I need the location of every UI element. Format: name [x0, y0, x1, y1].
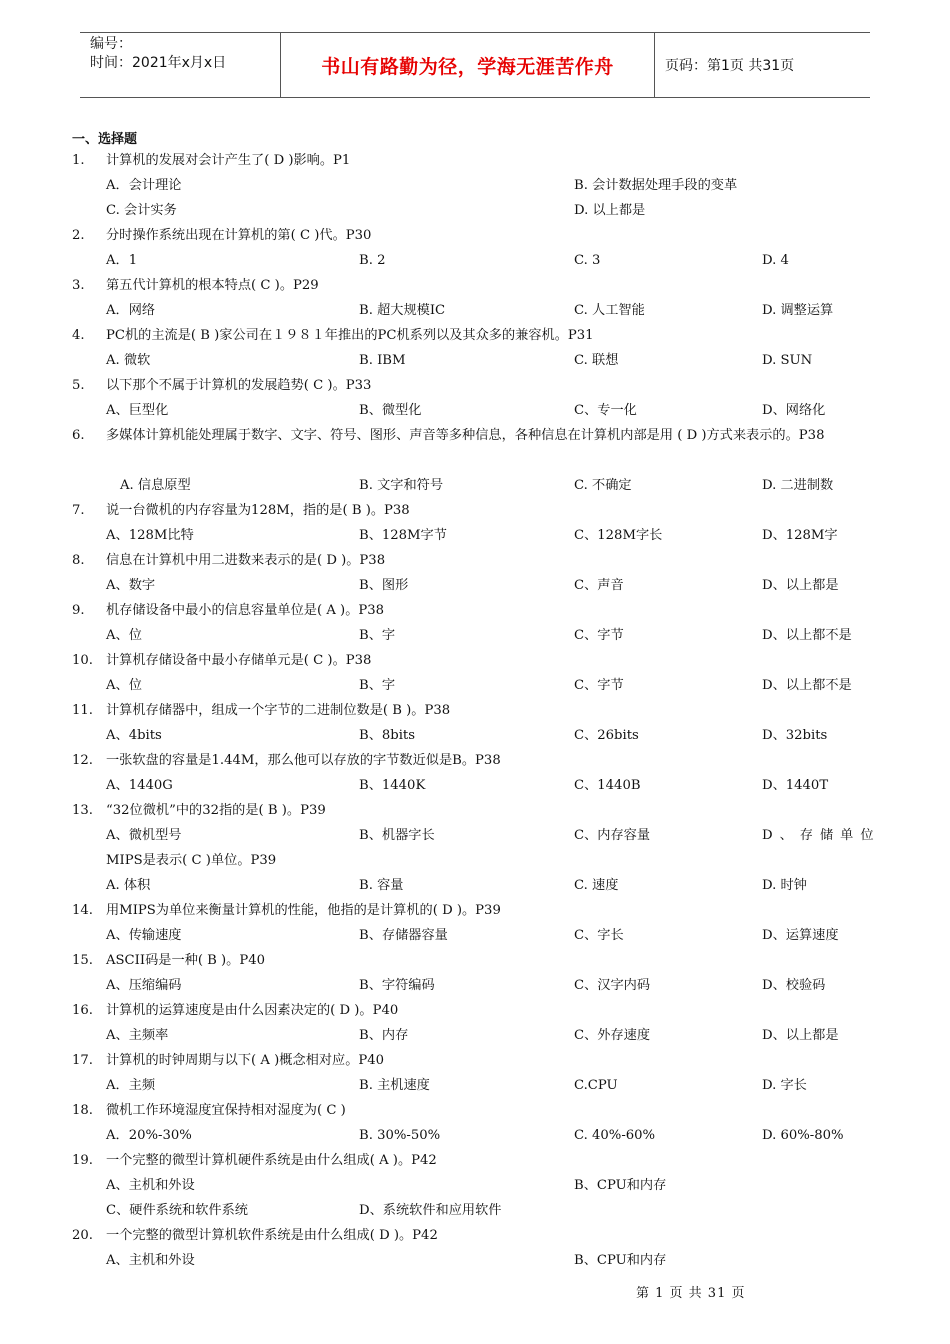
- options-line: [72, 573, 902, 598]
- option-a: A．1: [106, 253, 138, 268]
- option-d: D、1440T: [762, 778, 829, 793]
- question-line: [72, 1148, 902, 1173]
- option-b: B. 30%-50%: [359, 1128, 441, 1143]
- options-line: [72, 673, 902, 698]
- option-c: C、声音: [574, 578, 624, 593]
- options-line: [72, 473, 902, 498]
- options-line: [72, 1173, 902, 1198]
- option-d: D、以上都是: [762, 1028, 839, 1043]
- option-d: D. 字长: [762, 1078, 807, 1093]
- option-a: A、主频率: [106, 1028, 169, 1043]
- option-c: C、专一化: [574, 403, 637, 418]
- question-text: 第五代计算机的根本特点( C )。P29: [106, 278, 319, 293]
- options-line: [72, 723, 902, 748]
- question-text: 多媒体计算机能处理属于数字、文字、符号、图形、声音等多种信息，各种信息在计算机内部是用 ( D )方式来表示的。P38: [106, 428, 825, 443]
- option-d: D. 二进制数: [762, 478, 834, 493]
- question-number: 19.: [72, 1153, 93, 1168]
- options-line: [72, 173, 902, 198]
- question-number: 18.: [72, 1103, 93, 1118]
- options-line: [72, 773, 902, 798]
- option-a: A、128M比特: [106, 528, 194, 543]
- options-line: [72, 248, 902, 273]
- option-a: A．会计理论: [106, 178, 182, 193]
- option-a: A．网络: [106, 303, 156, 318]
- option-b: B、8bits: [359, 728, 415, 743]
- option-d: D. 时钟: [762, 878, 807, 893]
- option-c: C. 人工智能: [574, 303, 645, 318]
- option-d: D、32bits: [762, 728, 828, 743]
- header-motto-cell: [281, 33, 655, 97]
- option-c: C、128M字长: [574, 528, 663, 543]
- question-number: 10.: [72, 653, 93, 668]
- option-a: A、传输速度: [106, 928, 182, 943]
- question-text: 微机工作环境湿度宜保持相对湿度为( C ): [106, 1103, 346, 1118]
- option-d: D. SUN: [762, 353, 813, 368]
- question-text: 一个完整的微型计算机软件系统是由什么组成( D )。P42: [106, 1228, 438, 1243]
- number-label: 编号：: [90, 36, 132, 52]
- option-a: A、1440G: [106, 778, 173, 793]
- option-b: B. 主机速度: [359, 1078, 430, 1093]
- options-line: [72, 1123, 902, 1148]
- option-d: D、网络化: [762, 403, 826, 418]
- question-number: 3.: [72, 278, 85, 293]
- question-text: ASCII码是一种( B )。P40: [106, 953, 266, 968]
- option-b: B、存储器容量: [359, 928, 448, 943]
- page-header: [80, 32, 870, 98]
- option-a: A、位: [106, 678, 142, 693]
- question-number: 15.: [72, 953, 93, 968]
- options-line: [72, 1248, 902, 1273]
- question-text: 机存储设备中最小的信息容量单位是( A )。P38: [106, 603, 385, 618]
- question-text: 计算机存储设备中最小存储单元是( C )。P38: [106, 653, 372, 668]
- question-line: [72, 1098, 902, 1123]
- question-number: 8.: [72, 553, 85, 568]
- options-line: [72, 298, 902, 323]
- option-a: A、巨型化: [106, 403, 169, 418]
- options-line: [72, 1198, 902, 1223]
- section-title: 一、选择题: [72, 132, 138, 147]
- option-d: D、以上都不是: [762, 678, 852, 693]
- option-c: C. 不确定: [574, 478, 632, 493]
- question-line: [72, 898, 902, 923]
- option-b: B. 文字和符号: [359, 478, 444, 493]
- question-line: [72, 273, 902, 298]
- options-line: [72, 198, 902, 223]
- question-text: 说一台微机的内存容量为128M，指的是( B )。P38: [106, 503, 410, 518]
- question-number: 7.: [72, 503, 85, 518]
- option-b: B. IBM: [359, 353, 406, 368]
- question-line: [72, 548, 902, 573]
- motto-text: 书山有路勤为径，学海无涯苦作舟: [321, 55, 614, 78]
- question-line: [72, 323, 902, 348]
- options-line: [72, 923, 902, 948]
- option-d: D、系统软件和应用软件: [359, 1203, 502, 1218]
- options-line: [72, 1023, 902, 1048]
- option-a: A、微机型号: [106, 828, 182, 843]
- option-d: D、运算速度: [762, 928, 839, 943]
- question-line: [72, 498, 902, 523]
- question-line: [72, 698, 902, 723]
- option-d: D、以上都不是: [762, 628, 852, 643]
- question-text: 一个完整的微型计算机硬件系统是由什么组成( A )。P42: [106, 1153, 437, 1168]
- options-line: [72, 873, 902, 898]
- option-a: A．20%-30%: [106, 1128, 192, 1143]
- option-a: A. 微软: [106, 353, 151, 368]
- question-number: 6.: [72, 428, 85, 443]
- question-line: [72, 223, 902, 248]
- option-c: C.CPU: [574, 1078, 618, 1093]
- question-line: [72, 1048, 902, 1073]
- question-number: 20.: [72, 1228, 93, 1243]
- option-c: C、字长: [574, 928, 624, 943]
- option-c: C、字节: [574, 678, 624, 693]
- page-info: 页码：第1页 共31页: [665, 58, 795, 74]
- question-line: [72, 1223, 902, 1248]
- question-text: 信息在计算机中用二进数来表示的是( D )。P38: [106, 553, 386, 568]
- page-footer: 第 1 页 共 31 页: [636, 1286, 746, 1301]
- option-b: B、字符编码: [359, 978, 435, 993]
- question-number: 5.: [72, 378, 85, 393]
- option-b: B、微型化: [359, 403, 422, 418]
- question-text: 计算机的发展对会计产生了( D )影响。P1: [106, 153, 351, 168]
- question-text: PC机的主流是( B )家公司在１９８１年推出的PC机系列以及其众多的兼容机。P31: [106, 328, 594, 343]
- option-b: B、字: [359, 678, 396, 693]
- question-number: 16.: [72, 1003, 93, 1018]
- options-line: [72, 348, 902, 373]
- options-line: [72, 398, 902, 423]
- question-line: [72, 373, 902, 398]
- question-line: [72, 423, 902, 473]
- option-c: C、字节: [574, 628, 624, 643]
- question-line: [72, 648, 902, 673]
- question-text: 计算机存储器中，组成一个字节的二进制位数是( B )。P38: [106, 703, 451, 718]
- option-d: D、以上都是: [762, 578, 839, 593]
- option-b: B、内存: [359, 1028, 409, 1043]
- option-c: C. 40%-60%: [574, 1128, 656, 1143]
- question-text: MIPS是表示( C )单位。P39: [106, 853, 277, 868]
- option-b: B、机器字长: [359, 828, 435, 843]
- option-c: C、硬件系统和软件系统: [106, 1203, 248, 1218]
- question-line: [72, 798, 902, 823]
- option-c: C、汉字内码: [574, 978, 651, 993]
- header-page-cell: [655, 33, 870, 97]
- option-d: D、存储单位: [762, 828, 881, 843]
- question-text: 分时操作系统出现在计算机的第( C )代。P30: [106, 228, 372, 243]
- option-a: A、位: [106, 628, 142, 643]
- option-a: A、压缩编码: [106, 978, 182, 993]
- option-d: D、校验码: [762, 978, 826, 993]
- option-d: D. 4: [762, 253, 789, 268]
- option-d: D、128M字: [762, 528, 838, 543]
- option-b: B、CPU和内存: [574, 1178, 667, 1193]
- option-c: C、1440B: [574, 778, 641, 793]
- option-b: B. 超大规模IC: [359, 303, 446, 318]
- question-list: [72, 148, 902, 1273]
- header-left-cell: [80, 33, 281, 97]
- option-a: A、主机和外设: [106, 1253, 195, 1268]
- question-number: 14.: [72, 903, 93, 918]
- question-line: [72, 598, 902, 623]
- option-c: C. 会计实务: [106, 203, 177, 218]
- question-line: [72, 948, 902, 973]
- question-line: [72, 148, 902, 173]
- option-c: C、26bits: [574, 728, 639, 743]
- option-b: B、1440K: [359, 778, 426, 793]
- question-text: 一张软盘的容量是1.44M，那么他可以存放的字节数近似是B。P38: [106, 753, 501, 768]
- option-d: D. 以上都是: [574, 203, 646, 218]
- options-line: [72, 973, 902, 998]
- question-line: [72, 848, 902, 873]
- options-line: [72, 1073, 902, 1098]
- option-c: C、内存容量: [574, 828, 651, 843]
- question-text: 计算机的运算速度是由什么因素决定的( D )。P40: [106, 1003, 399, 1018]
- question-number: 12.: [72, 753, 93, 768]
- option-c: C. 3: [574, 253, 601, 268]
- options-line: [72, 823, 902, 848]
- option-a: A. 信息原型: [120, 478, 191, 493]
- option-a: A．主频: [106, 1078, 156, 1093]
- option-b: B、128M字节: [359, 528, 447, 543]
- option-a: A、4bits: [106, 728, 162, 743]
- option-b: B. 2: [359, 253, 386, 268]
- question-number: 11.: [72, 703, 93, 718]
- options-line: [72, 623, 902, 648]
- question-text: 计算机的时钟周期与以下( A )概念相对应。P40: [106, 1053, 385, 1068]
- option-d: D. 60%-80%: [762, 1128, 844, 1143]
- option-b: B. 会计数据处理手段的变革: [574, 178, 738, 193]
- question-number: 9.: [72, 603, 85, 618]
- question-number: 17.: [72, 1053, 93, 1068]
- option-a: A. 体积: [106, 878, 151, 893]
- question-number: 1.: [72, 153, 85, 168]
- option-d: D. 调整运算: [762, 303, 834, 318]
- question-number: 13.: [72, 803, 93, 818]
- option-b: B、CPU和内存: [574, 1253, 667, 1268]
- question-number: 2.: [72, 228, 85, 243]
- option-b: B、字: [359, 628, 396, 643]
- option-c: C、外存速度: [574, 1028, 651, 1043]
- question-line: [72, 748, 902, 773]
- question-text: “32位微机”中的32指的是( B )。P39: [106, 803, 326, 818]
- options-line: [72, 523, 902, 548]
- option-b: B. 容量: [359, 878, 404, 893]
- question-text: 以下那个不属于计算机的发展趋势( C )。P33: [106, 378, 372, 393]
- question-line: [72, 998, 902, 1023]
- option-a: A、主机和外设: [106, 1178, 195, 1193]
- option-a: A、数字: [106, 578, 156, 593]
- option-b: B、图形: [359, 578, 409, 593]
- option-c: C. 速度: [574, 878, 619, 893]
- question-number: 4.: [72, 328, 85, 343]
- question-text: 用MIPS为单位来衡量计算机的性能，他指的是计算机的( D )。P39: [106, 903, 501, 918]
- option-c: C. 联想: [574, 353, 619, 368]
- time-label: 时间：2021年x月x日: [90, 55, 227, 71]
